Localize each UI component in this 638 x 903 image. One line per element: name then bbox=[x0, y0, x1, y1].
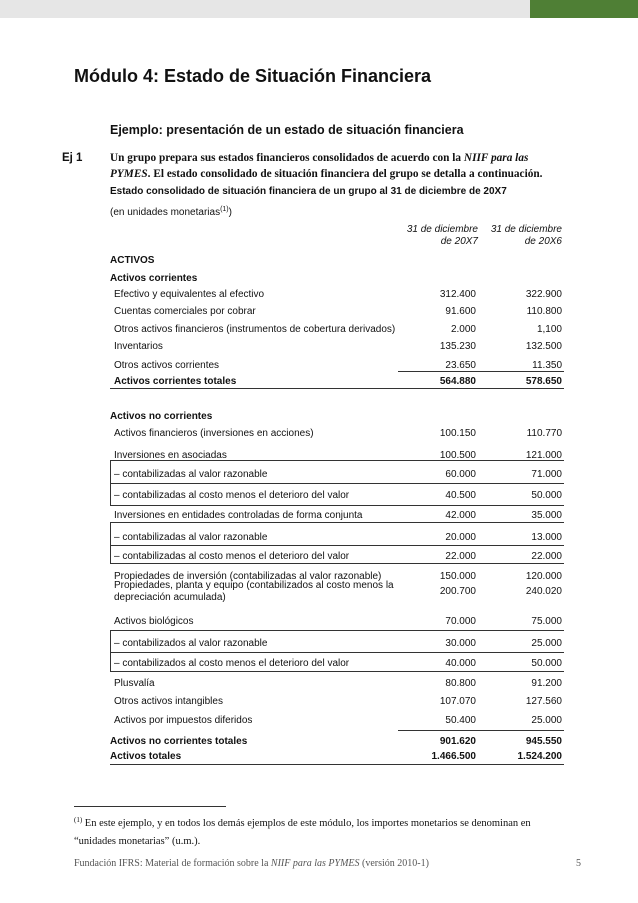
row-label: Inventarios bbox=[114, 341, 163, 352]
row-label: Otros activos corrientes bbox=[114, 360, 220, 371]
value-20x7: 2.000 bbox=[450, 324, 476, 335]
value-20x7: 91.600 bbox=[445, 306, 476, 317]
box-rule bbox=[110, 671, 564, 672]
statement-title: Estado consolidado de situación financiera de un grupo al 31 de diciembre de 20X7 bbox=[110, 186, 507, 197]
footer-text: (versión 2010-1) bbox=[359, 858, 429, 869]
value-20x6: 578.650 bbox=[525, 376, 562, 387]
value-20x6: 11.350 bbox=[532, 360, 562, 371]
value-20x7: 901.620 bbox=[439, 736, 476, 747]
value-20x7: 1.466.500 bbox=[431, 751, 476, 762]
row-label: Activos totales bbox=[110, 751, 182, 762]
row-label: Activos financieros (inversiones en acciones) bbox=[114, 428, 314, 439]
column-header-line: 31 de diciembre bbox=[490, 224, 562, 235]
subtotal-rule bbox=[398, 730, 564, 731]
row-label: – contabilizadas al costo menos el deterioro del valor bbox=[114, 490, 350, 501]
box-rule bbox=[110, 522, 564, 523]
value-20x7: 200.700 bbox=[439, 586, 476, 597]
value-20x6: 121.000 bbox=[525, 450, 562, 461]
value-20x7: 100.150 bbox=[439, 428, 476, 439]
units-close: ) bbox=[228, 207, 232, 218]
page-footer bbox=[74, 858, 429, 869]
page-number: 5 bbox=[576, 858, 581, 869]
row-label: Plusvalía bbox=[114, 678, 155, 689]
module-title: Módulo 4: Estado de Situación Financiera bbox=[74, 66, 432, 86]
section-noncurrent-assets: Activos no corrientes bbox=[110, 411, 213, 422]
value-20x7: 50.400 bbox=[445, 715, 476, 726]
value-20x7: 20.000 bbox=[445, 532, 476, 543]
row-label: Cuentas comerciales por cobrar bbox=[114, 306, 256, 317]
example-text bbox=[110, 150, 560, 182]
row-label: Activos no corrientes totales bbox=[110, 736, 248, 747]
value-20x7: 150.000 bbox=[439, 571, 476, 582]
footer-text: Fundación IFRS: Material de formación sobre la bbox=[74, 858, 271, 869]
units-text: (en unidades monetarias bbox=[110, 207, 221, 218]
value-20x6: 25.000 bbox=[531, 638, 562, 649]
value-20x6: 35.000 bbox=[531, 510, 562, 521]
value-20x6: 13.000 bbox=[531, 532, 562, 543]
total-rule bbox=[110, 388, 564, 389]
box-rule bbox=[110, 630, 564, 631]
value-20x7: 80.800 bbox=[445, 678, 476, 689]
footer-italic: NIIF para las PYMES bbox=[270, 858, 360, 869]
value-20x6: 71.000 bbox=[531, 469, 562, 480]
row-label: Inversiones en asociadas bbox=[114, 450, 227, 461]
row-label: Efectivo y equivalentes al efectivo bbox=[114, 289, 265, 300]
niif-italic: NIIF para las PYMES bbox=[110, 152, 529, 180]
row-label-continuation: depreciación acumulada) bbox=[114, 592, 226, 603]
value-20x7: 23.650 bbox=[445, 360, 476, 371]
value-20x7: 42.000 bbox=[445, 510, 476, 521]
box-rule bbox=[110, 630, 111, 671]
value-20x6: 120.000 bbox=[525, 571, 562, 582]
footnote-marker: (1) bbox=[74, 816, 83, 824]
total-rule bbox=[110, 764, 564, 765]
row-label: Inversiones en entidades controladas de forma conjunta bbox=[114, 510, 363, 521]
example-title: Ejemplo: presentación de un estado de situación financiera bbox=[110, 123, 464, 137]
value-20x7: 40.000 bbox=[445, 658, 476, 669]
value-20x6: 132.500 bbox=[525, 341, 562, 352]
box-rule bbox=[110, 545, 564, 546]
value-20x6: 110.800 bbox=[526, 306, 562, 317]
value-20x6: 50.000 bbox=[531, 490, 562, 501]
row-label: Activos por impuestos diferidos bbox=[114, 715, 253, 726]
value-20x7: 107.070 bbox=[439, 696, 476, 707]
row-label: Propiedades, planta y equipo (contabilizados al costo menos la bbox=[114, 580, 394, 591]
header-accent-block bbox=[530, 0, 638, 18]
value-20x7: 40.500 bbox=[445, 490, 476, 501]
column-header-line: 31 de diciembre bbox=[406, 224, 478, 235]
row-label: Otros activos financieros (instrumentos de cobertura derivados) bbox=[114, 324, 396, 335]
row-label: Propiedades de inversión (contabilizadas al valor razonable) bbox=[114, 571, 382, 582]
value-20x7: 22.000 bbox=[445, 551, 476, 562]
example-label: Ej 1 bbox=[62, 152, 83, 164]
box-rule bbox=[110, 505, 564, 506]
row-label: – contabilizadas al costo menos el deterioro del valor bbox=[114, 551, 350, 562]
value-20x6: 75.000 bbox=[531, 616, 562, 627]
value-20x7: 60.000 bbox=[445, 469, 476, 480]
box-rule bbox=[110, 563, 564, 564]
value-20x7: 312.400 bbox=[439, 289, 476, 300]
value-20x7: 70.000 bbox=[445, 616, 476, 627]
box-rule bbox=[110, 460, 564, 461]
box-rule bbox=[110, 652, 564, 653]
value-20x7: 30.000 bbox=[445, 638, 476, 649]
section-current-assets: Activos corrientes bbox=[110, 273, 198, 284]
box-rule bbox=[110, 460, 111, 505]
value-20x7: 135.230 bbox=[439, 341, 476, 352]
column-header-line: de 20X6 bbox=[524, 236, 562, 247]
example-text-part: . El estado consolidado de situación financiera del grupo se detalla a continuación. bbox=[147, 168, 543, 180]
value-20x7: 564.880 bbox=[439, 376, 476, 387]
column-header-line: de 20X7 bbox=[440, 236, 478, 247]
value-20x6: 110.770 bbox=[526, 428, 562, 439]
footnote bbox=[74, 815, 564, 850]
statement-units bbox=[110, 207, 232, 218]
footnote-text: En este ejemplo, y en todos los demás ejemplos de este módulo, los importes monetarios se denominan en “unidades monetarias” (u.m.). bbox=[74, 818, 531, 847]
value-20x6: 22.000 bbox=[531, 551, 562, 562]
units-footnote-ref: (1) bbox=[220, 206, 229, 213]
subtotal-rule bbox=[398, 371, 564, 372]
row-label: Otros activos intangibles bbox=[114, 696, 223, 707]
row-label: – contabilizadas al valor razonable bbox=[114, 469, 268, 480]
value-20x6: 1.524.200 bbox=[517, 751, 562, 762]
box-rule bbox=[110, 522, 111, 563]
value-20x6: 91.200 bbox=[531, 678, 562, 689]
value-20x6: 945.550 bbox=[525, 736, 562, 747]
row-label: Activos corrientes totales bbox=[114, 376, 237, 387]
value-20x6: 127.560 bbox=[525, 696, 562, 707]
column-header-20x6 bbox=[482, 224, 562, 248]
value-20x6: 322.900 bbox=[525, 289, 562, 300]
value-20x6: 240.020 bbox=[525, 586, 562, 597]
header-bar bbox=[0, 0, 530, 18]
column-header-20x7 bbox=[398, 224, 478, 248]
row-label: – contabilizadas al valor razonable bbox=[114, 532, 268, 543]
example-text-part: Un grupo prepara sus estados financieros consolidados de acuerdo con la bbox=[110, 152, 464, 164]
value-20x7: 100.500 bbox=[439, 450, 476, 461]
box-rule bbox=[110, 483, 564, 484]
section-assets: ACTIVOS bbox=[110, 255, 155, 266]
row-label: – contabilizados al valor razonable bbox=[114, 638, 268, 649]
row-label: – contabilizados al costo menos el deterioro del valor bbox=[114, 658, 350, 669]
footnote-rule bbox=[74, 806, 226, 807]
value-20x6: 1,100 bbox=[536, 324, 562, 335]
row-label: Activos biológicos bbox=[114, 616, 194, 627]
value-20x6: 25.000 bbox=[531, 715, 562, 726]
value-20x6: 50.000 bbox=[531, 658, 562, 669]
